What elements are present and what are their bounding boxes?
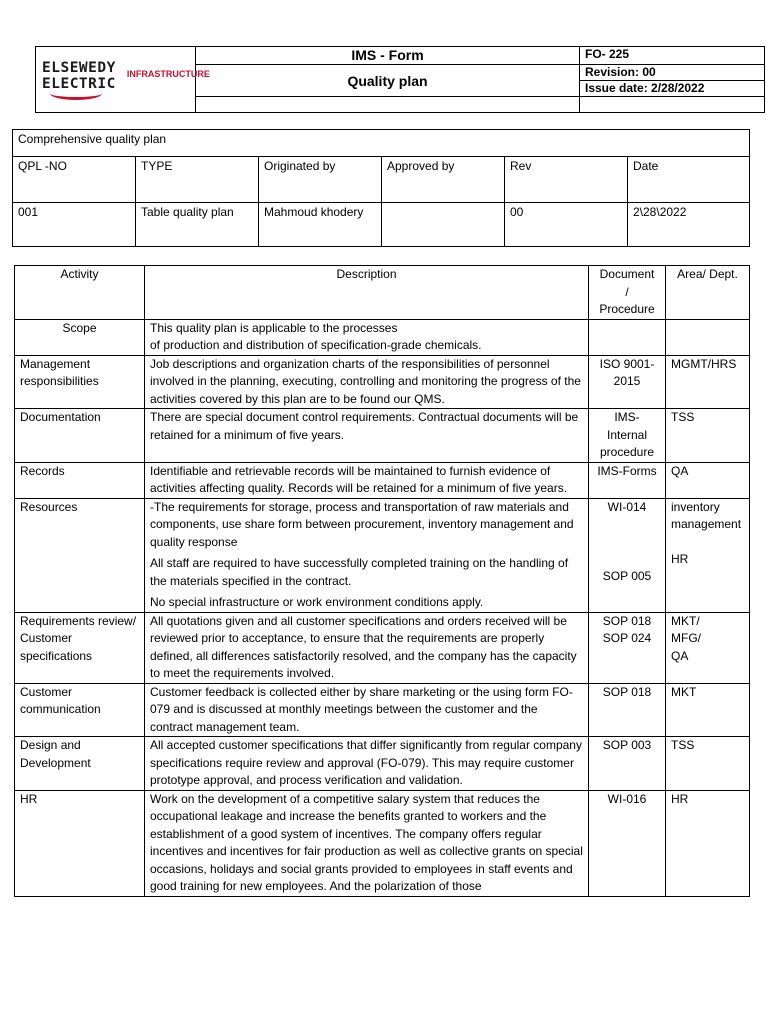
table-row <box>15 319 750 355</box>
row-area: HR <box>666 790 750 896</box>
info-title: Comprehensive quality plan <box>13 130 750 157</box>
row-document: SOP 003 <box>589 737 666 791</box>
info-header-originated-by: Originated by <box>259 157 382 203</box>
row-document: ISO 9001- 2015 <box>589 355 666 409</box>
info-rev: 00 <box>505 203 628 247</box>
row-area: MGMT/HRS <box>666 355 750 409</box>
plan-rows <box>15 319 750 896</box>
header-document: Document / Procedure <box>589 266 666 320</box>
row-activity: Documentation <box>15 409 145 463</box>
row-area: MKT/ MFG/ QA <box>666 612 750 683</box>
row-description-part: No special infrastructure or work environment conditions apply. <box>150 595 484 609</box>
info-header-approved-by: Approved by <box>382 157 505 203</box>
row-area-part: inventory management <box>671 499 742 531</box>
form-header <box>35 46 765 113</box>
row-description: Identifiable and retrievable records will be maintained to furnish evidence of activities affecting quality. Records will be retained for a minimum of five years. <box>145 462 589 498</box>
row-area: QA <box>666 462 750 498</box>
row-area <box>666 498 750 612</box>
row-description: Customer feedback is collected either by share marketing or the using form FO-079 and is discussed at monthly meetings between the customer and the contract management team. <box>145 683 589 737</box>
row-description: All quotations given and all customer specifications and orders received will be reviewed prior to acceptance, to ensure that the requirements are properly defined, all differences satisfactorily resolved, and the company has the capacity to meet the requirements involved. <box>145 612 589 683</box>
row-document-part: SOP 005 <box>602 569 652 583</box>
info-originated-by: Mahmoud khodery <box>259 203 382 247</box>
header-area: Area/ Dept. <box>666 266 750 320</box>
row-description-part: All staff are required to have successfully completed training on the handling of the materials specified in the contract. <box>150 556 569 588</box>
header-empty-cell <box>196 97 580 113</box>
row-description-part: -The requirements for storage, process and transportation of raw materials and components, use share form between procurement, inventory management and quality response <box>150 499 574 549</box>
row-description <box>145 498 589 612</box>
row-document-part: WI-014 <box>607 499 647 514</box>
info-header-rev: Rev <box>505 157 628 203</box>
row-area: TSS <box>666 409 750 463</box>
row-area <box>666 319 750 355</box>
table-row <box>15 355 750 409</box>
info-type: Table quality plan <box>136 203 259 247</box>
logo-wordmark: ELSEWEDY ELECTRIC <box>42 60 116 100</box>
row-activity: Management responsibilities <box>15 355 145 409</box>
table-header-row <box>15 266 750 320</box>
row-activity: Design and Development <box>15 737 145 791</box>
quality-plan-info <box>12 129 750 247</box>
table-row <box>15 462 750 498</box>
row-document <box>589 498 666 612</box>
row-activity: HR <box>15 790 145 896</box>
row-document: SOP 018 SOP 024 <box>589 612 666 683</box>
quality-plan-table <box>14 265 750 897</box>
header-activity: Activity <box>15 266 145 320</box>
row-activity: Requirements review/ Customer specifications <box>15 612 145 683</box>
row-description: All accepted customer specifications that differ significantly from regular company specifications require review and approval (FO-079). This may require customer prototype approval, and process verification and validation. <box>145 737 589 791</box>
row-description: Work on the development of a competitive salary system that reduces the occupational leakage and increase the benefits granted to workers and the establishment of a good system of incentives. The company offers regular incentives and incentives for fair production as well as collective grants on special occasions, holidays and social grants provided to employees in staff events and good training for new employees. And the polarization of those <box>145 790 589 896</box>
table-row <box>15 683 750 737</box>
form-title: IMS - Form <box>196 47 580 65</box>
row-description: There are special document control requirements. Contractual documents will be retained for a minimum of five years. <box>145 409 589 463</box>
table-row <box>15 409 750 463</box>
table-row <box>15 737 750 791</box>
form-number: FO- 225 <box>580 47 765 65</box>
row-description: This quality plan is applicable to the processes of production and distribution of specification-grade chemicals. <box>145 319 589 355</box>
table-row <box>15 790 750 896</box>
table-row <box>15 612 750 683</box>
info-date: 2\28\2022 <box>628 203 750 247</box>
logo-swoosh-icon <box>50 87 102 100</box>
row-area-part: HR <box>671 551 689 566</box>
row-activity: Scope <box>15 319 145 355</box>
info-qpl-no: 001 <box>13 203 136 247</box>
row-document: SOP 018 <box>589 683 666 737</box>
row-activity: Customer communication <box>15 683 145 737</box>
info-header-type: TYPE <box>136 157 259 203</box>
row-area: MKT <box>666 683 750 737</box>
row-description: Job descriptions and organization charts of the responsibilities of personnel involved in the planning, executing, controlling and monitoring the progress of the activities covered by this plan are to be found our QMS. <box>145 355 589 409</box>
header-empty-cell <box>580 97 765 113</box>
row-activity: Resources <box>15 498 145 612</box>
row-document: IMS- Internal procedure <box>589 409 666 463</box>
info-header-qpl-no: QPL -NO <box>13 157 136 203</box>
issue-date: Issue date: 2/28/2022 <box>580 81 765 97</box>
header-description: Description <box>145 266 589 320</box>
row-area: TSS <box>666 737 750 791</box>
info-header-date: Date <box>628 157 750 203</box>
company-logo <box>36 47 210 113</box>
logo-infrastructure: INFRASTRUCTURE <box>126 68 210 79</box>
info-approved-by <box>382 203 505 247</box>
row-document <box>589 319 666 355</box>
row-document: WI-016 <box>589 790 666 896</box>
revision: Revision: 00 <box>580 65 765 81</box>
row-activity: Records <box>15 462 145 498</box>
form-name: Quality plan <box>196 65 580 97</box>
row-document: IMS-Forms <box>589 462 666 498</box>
table-row <box>15 498 750 612</box>
